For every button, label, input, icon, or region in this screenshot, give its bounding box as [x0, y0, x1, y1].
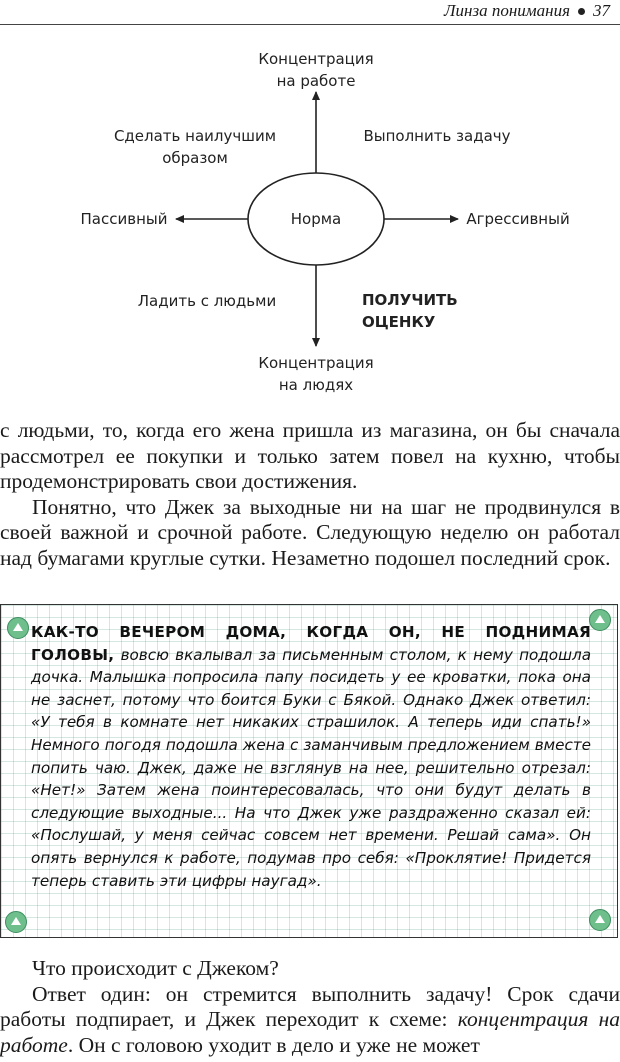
label-top-left-line1: Сделать наилучшим — [113, 127, 277, 145]
label-top — [236, 48, 396, 92]
label-left: Пассивный — [80, 210, 168, 228]
bullet-dot — [578, 8, 585, 15]
page-number: 37 — [593, 1, 610, 20]
corner-badge-icon — [7, 617, 29, 639]
paragraph-4-emphasis: концентрация на работе — [0, 1007, 620, 1057]
corner-badge-icon — [589, 909, 611, 931]
paragraph-1: с людьми, то, когда его жена пришла из магазина, он бы сначала рассмотрел ее покупки и только затем повел на кухню, чтобы продемонстрировать свои достижения. — [0, 418, 620, 493]
header-rule — [0, 24, 620, 25]
label-bottom-right — [362, 289, 482, 333]
label-top-left — [100, 125, 290, 169]
body-text-bottom — [0, 956, 620, 1058]
concentration-diagram — [0, 32, 620, 402]
label-top-left-line2: образом — [162, 149, 228, 167]
body-text-top — [0, 418, 620, 571]
running-header — [444, 0, 610, 22]
paragraph-4-end: . Он с головою уходит в дело и уже не может — [67, 1032, 480, 1057]
label-top-right: Выполнить задачу — [363, 127, 511, 145]
label-top-line1: Концентрация — [258, 50, 374, 68]
label-bottom-line1: Концентрация — [258, 354, 374, 372]
paragraph-4-start: Ответ один: он стремится выполнить задачу! Срок сдачи работы подпирает, и Джек переходит к схеме: — [0, 981, 620, 1031]
label-bottom-line2: на людях — [278, 376, 354, 394]
label-bottom-right-line2: ОЦЕНКУ — [362, 313, 436, 331]
label-bottom — [236, 352, 396, 396]
label-bottom-right-line1: ПОЛУЧИТЬ — [362, 291, 458, 309]
label-center: Норма — [290, 210, 342, 228]
paragraph-3: Что происходит с Джеком? — [32, 956, 279, 980]
note-text — [31, 621, 591, 892]
paragraph-2: Понятно, что Джек за выходные ни на шаг не продвинулся в своей важной и срочной работе. Следующую неделю он работал над бумагами круглые сутки. Незаметно подошел последний срок. — [0, 494, 620, 570]
corner-badge-icon — [589, 609, 611, 631]
label-bottom-left: Ладить с людьми — [137, 292, 277, 310]
running-title: Линза понимания — [444, 1, 570, 20]
corner-badge-icon — [5, 911, 27, 933]
note-heading: КАК-ТО ВЕЧЕРОМ ДОМА, КОГДА ОН, НЕ ПОДНИМАЯ ГОЛОВЫ, — [31, 623, 591, 664]
story-note-box — [0, 604, 618, 938]
paragraph-4 — [0, 982, 620, 1059]
label-top-line2: на работе — [276, 72, 356, 90]
label-right: Агрессивный — [466, 210, 570, 228]
note-body: вовсю вкалывал за письменным столом, к нему подошла дочка. Малышка попросила папу посидеть у ее кроватки, пока она не заснет, потому что боится Буки с Бякой. Однако Джек ответил: «У тебя в комнате нет никаких страшилок. А теперь иди спать!» Немного погодя подошла жена с заманчивым предложением вместе попить чаю. Джек, даже не взглянув на нее, решительно отрезал: «Нет!» Затем жена поинтересовалась, что они будут делать в следующие выходные... На что Джек уже раздраженно сказал ей: «Послушай, у меня сейчас совсем нет времени. Решай сама». Он опять вернулся к работе, подумав про себя: «Проклятие! Придется теперь ставить эти цифры наугад». — [31, 645, 591, 890]
